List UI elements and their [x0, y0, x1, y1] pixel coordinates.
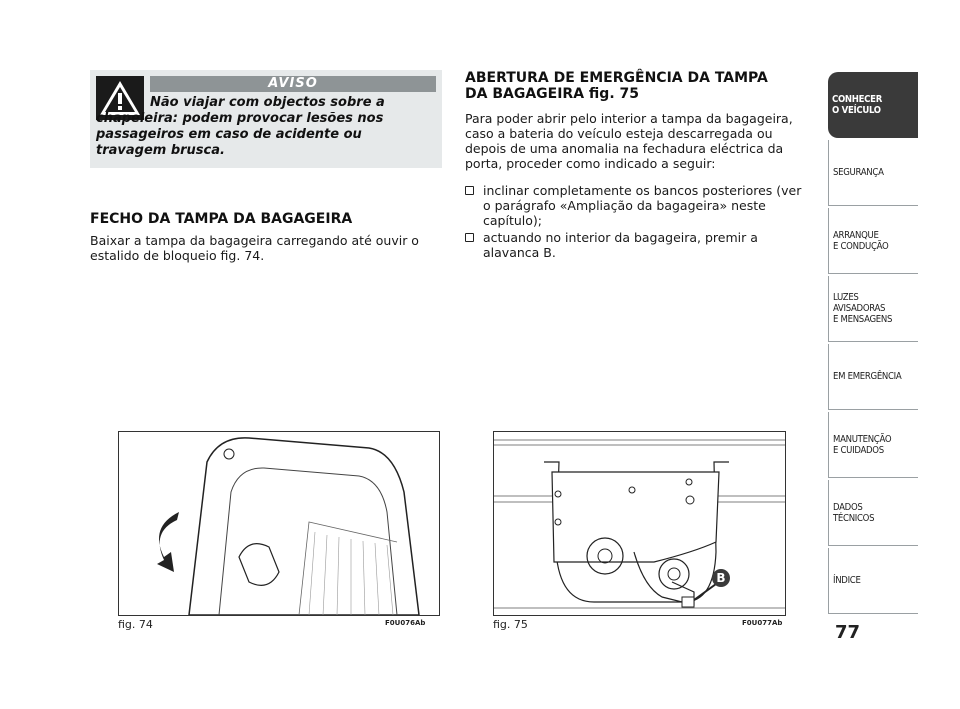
marker-b: B [712, 569, 730, 587]
section-body-closing: Baixar a tampa da bagageira carregando até ouvir o estalido de bloqueio fig. 74. [90, 233, 419, 263]
chapter-tab[interactable]: LUZES AVISADORAS E MENSAGENS [828, 276, 918, 342]
figure-74-code: F0U076Ab [385, 619, 426, 627]
warning-text: Não viajar com objectos sobre a chapeleira: podem provocar lesões nos passageiros em caso de acidente ou travagem brusca. [96, 95, 385, 158]
chapter-tab[interactable]: ARRANQUE E CONDUÇÃO [828, 208, 918, 274]
chapter-tab[interactable]: ÍNDICE [828, 548, 918, 614]
figure-74 [118, 431, 440, 616]
section-intro-emergency: Para poder abrir pelo interior a tampa da bagageira, caso a bateria do veículo esteja descarregada ou depois de uma anomalia na fechadura eléctrica da porta, proceder como indicado a seguir: [465, 111, 793, 171]
chapter-tab[interactable]: MANUTENÇÃO E CUIDADOS [828, 412, 918, 478]
figure-74-label: fig. 74 [118, 618, 153, 631]
lock-mechanism-illustration [494, 432, 785, 615]
figure-75-code: F0U077Ab [742, 619, 783, 627]
figure-75-label: fig. 75 [493, 618, 528, 631]
section-title-emergency [465, 70, 805, 102]
section-title-closing: FECHO DA TAMPA DA BAGAGEIRA [90, 211, 353, 227]
list-item: inclinar completamente os bancos posteriores (ver o parágrafo «Ampliação da bagageira» neste capítulo); [465, 183, 810, 228]
chapter-tab[interactable]: DADOS TÉCNICOS [828, 480, 918, 546]
chapter-tab[interactable]: CONHECER O VEÍCULO [828, 72, 918, 138]
section-title-line1: ABERTURA DE EMERGÊNCIA DA TAMPA [465, 70, 768, 86]
chapter-tab[interactable]: EM EMERGÊNCIA [828, 344, 918, 410]
page-number: 77 [835, 622, 861, 643]
section-title-line2: DA BAGAGEIRA fig. 75 [465, 86, 639, 102]
warning-heading: AVISO [150, 76, 436, 92]
list-item: actuando no interior da bagageira, premir a alavanca B. [465, 230, 810, 260]
trunk-lid-illustration [119, 432, 439, 615]
instruction-list [465, 183, 810, 260]
figure-75 [493, 431, 786, 616]
chapter-tab[interactable]: SEGURANÇA [828, 140, 918, 206]
